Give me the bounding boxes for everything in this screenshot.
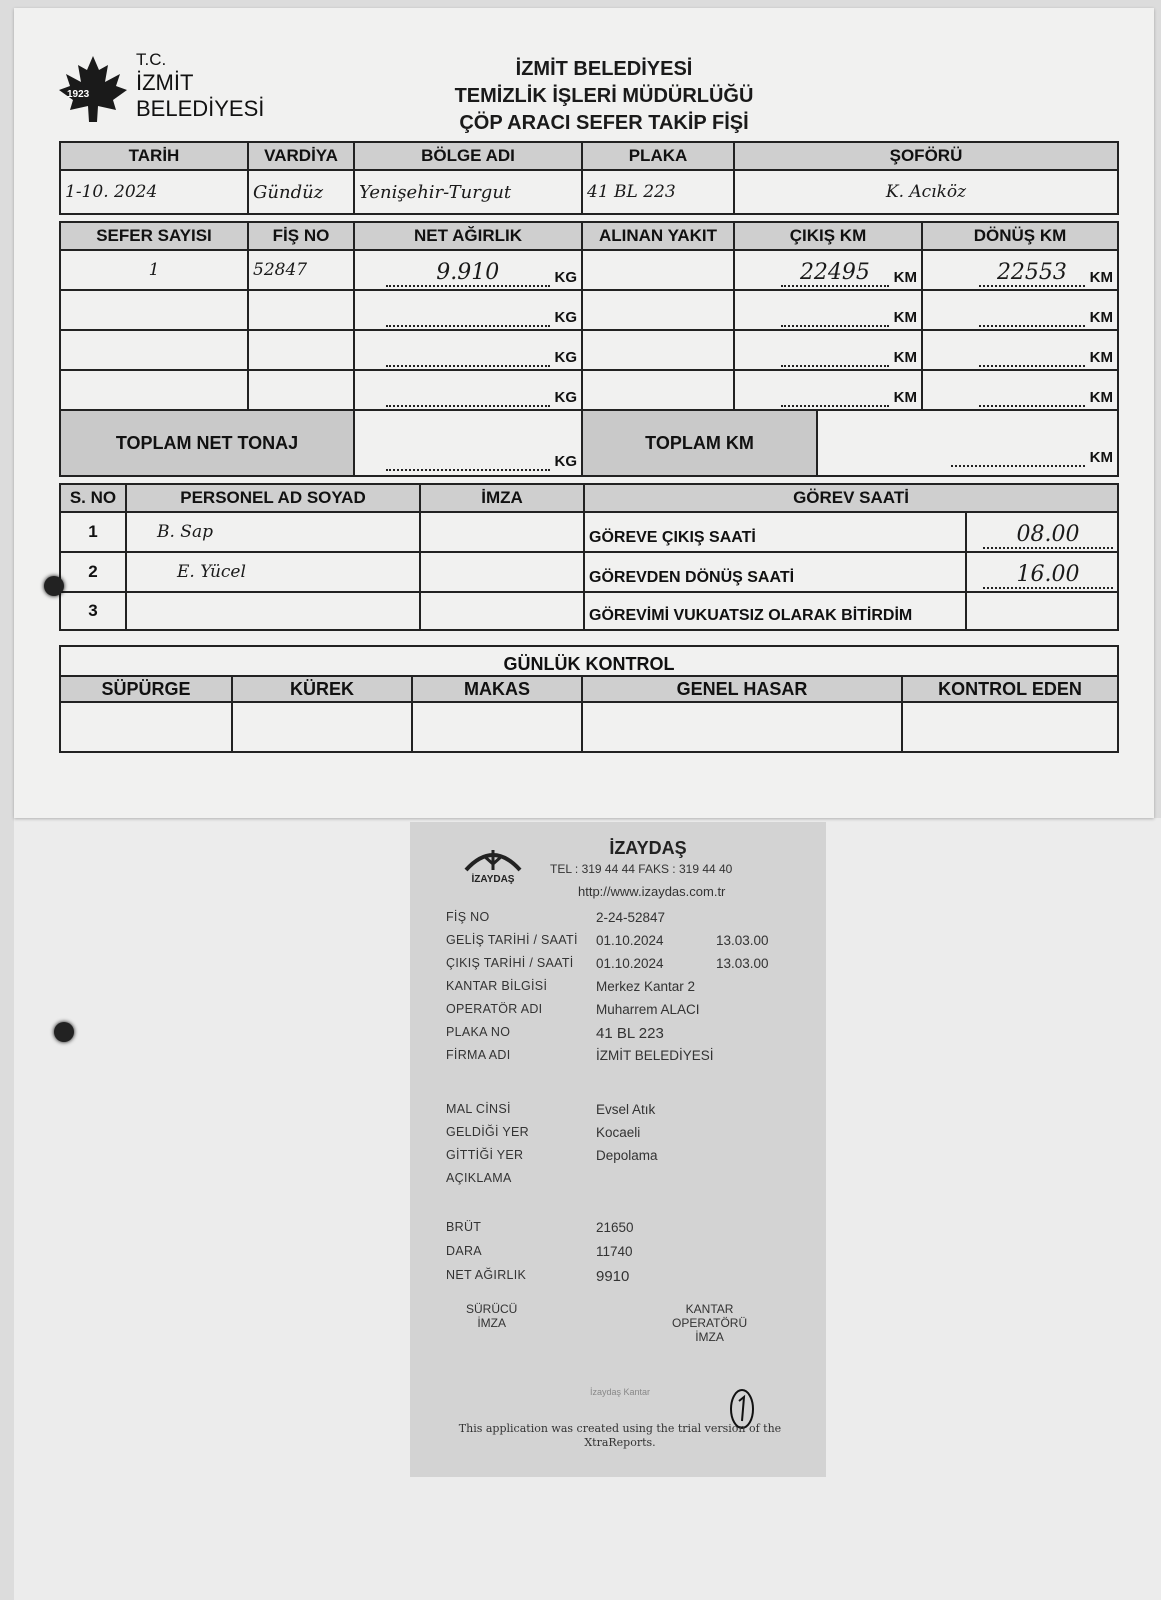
logo-text: İZAYDAŞ: [471, 874, 515, 884]
trip-row: [60, 250, 1118, 290]
plaka-value: 41 BL 223: [582, 170, 734, 214]
sefer-value: 1: [60, 250, 248, 290]
duty-label: GÖREVE ÇIKIŞ SAATİ: [584, 512, 966, 552]
toplam-km-label: TOPLAM KM: [582, 410, 817, 476]
cikis-value: 22495: [781, 260, 889, 287]
vardiya-label: VARDİYA: [248, 142, 354, 170]
kg-unit: KG: [554, 269, 577, 286]
personnel-no: 2: [60, 552, 126, 592]
tarih-value: 1-10. 2024: [60, 170, 248, 214]
bolge-value: Yenişehir-Turgut: [354, 170, 582, 214]
logo-line-2: İZMİT: [136, 70, 194, 95]
donus-value: 22553: [979, 260, 1085, 287]
sefer-label: SEFER SAYISI: [60, 222, 248, 250]
km-unit: KM: [1089, 309, 1113, 326]
cikis-label: ÇIKIŞ KM: [734, 222, 922, 250]
yakit-label: ALINAN YAKIT: [582, 222, 734, 250]
receipt-field: PLAKA NO 41 BL 223: [446, 1025, 664, 1042]
fis-value: 52847: [248, 250, 354, 290]
punch-hole: [54, 1022, 74, 1042]
title-line-1: İZMİT BELEDİYESİ: [515, 58, 693, 80]
totals-table: [59, 409, 1119, 477]
duty-label: GÖREVDEN DÖNÜŞ SAATİ: [584, 552, 966, 592]
net-label: NET AĞIRLIK: [354, 222, 582, 250]
toplam-tonaj-label: TOPLAM NET TONAJ: [60, 410, 354, 476]
donus-label: DÖNÜŞ KM: [922, 222, 1118, 250]
daily-control-table: [59, 645, 1119, 753]
receipt-field: GELDİĞİ YER Kocaeli: [446, 1125, 641, 1140]
gorev-label: GÖREV SAATİ: [584, 484, 1118, 512]
trip-row: [60, 330, 1118, 370]
trips-table: [59, 221, 1119, 411]
personnel-no: 1: [60, 512, 126, 552]
kurek-label: KÜREK: [232, 676, 412, 702]
personnel-name: E. Yücel: [126, 552, 420, 592]
km-unit: KM: [893, 309, 917, 326]
vardiya-value: Gündüz: [248, 170, 354, 214]
driver-sign: SÜRÜCÜ İMZA: [466, 1302, 518, 1330]
receipt-field: GİTTİĞİ YER Depolama: [446, 1148, 658, 1163]
receipt-web: http://www.izaydas.com.tr: [578, 884, 726, 899]
header-table: [59, 141, 1119, 215]
title-line-2: TEMİZLİK İŞLERİ MÜDÜRLÜĞÜ: [454, 85, 754, 107]
trip-row: [60, 370, 1118, 410]
personnel-row: [60, 552, 1118, 592]
receipt-field: KANTAR BİLGİSİ Merkez Kantar 2: [446, 979, 696, 994]
tonaj-kg-unit: KG: [554, 453, 577, 470]
izaydas-receipt: [410, 822, 826, 1477]
supurge-label: SÜPÜRGE: [60, 676, 232, 702]
izmit-logo: [58, 46, 278, 136]
bolge-label: BÖLGE ADI: [354, 142, 582, 170]
name-label: PERSONEL AD SOYAD: [126, 484, 420, 512]
receipt-brand: İZAYDAŞ: [609, 838, 687, 858]
receipt-field: MAL CİNSİ Evsel Atık: [446, 1102, 656, 1117]
plaka-label: PLAKA: [582, 142, 734, 170]
operator-sign: KANTAR OPERATÖRÜ İMZA: [672, 1302, 748, 1344]
form-titles: [374, 56, 834, 137]
hasar-label: GENEL HASAR: [582, 676, 902, 702]
personnel-row: [60, 592, 1118, 630]
sno-label: S. NO: [60, 484, 126, 512]
punch-hole: [44, 576, 64, 596]
trip-row: [60, 290, 1118, 330]
makas-label: MAKAS: [412, 676, 582, 702]
receipt-tel: TEL : 319 44 44 FAKS : 319 44 40: [550, 862, 733, 876]
receipt-field: AÇIKLAMA: [446, 1171, 512, 1185]
duty-label: GÖREVİMİ VUKUATSIZ OLARAK BİTİRDİM: [584, 592, 966, 630]
receipt-field: FİRMA ADI İZMİT BELEDİYESİ: [446, 1048, 714, 1063]
receipt-field: OPERATÖR ADI Muharrem ALACI: [446, 1002, 700, 1017]
receipt-field: NET AĞIRLIK 9910: [446, 1268, 630, 1285]
receipt-field: FİŞ NO 2-24-52847: [446, 910, 666, 925]
receipt-field: BRÜT 21650: [446, 1220, 634, 1235]
kg-unit: KG: [554, 309, 577, 326]
km-unit: KM: [893, 389, 917, 406]
fis-label: FİŞ NO: [248, 222, 354, 250]
km-unit: KM: [1089, 269, 1113, 286]
personnel-name: [126, 592, 420, 630]
personnel-table: [59, 483, 1119, 631]
km-unit: KM: [1089, 349, 1113, 366]
receipt-field: DARA 11740: [446, 1244, 633, 1259]
sofor-value: K. Acıköz: [734, 170, 1118, 214]
kontrol-label: KONTROL EDEN: [902, 676, 1118, 702]
kg-unit: KG: [554, 349, 577, 366]
km-unit: KM: [893, 349, 917, 366]
form-sheet: [14, 8, 1154, 818]
imza-label: İMZA: [420, 484, 584, 512]
personnel-no: 3: [60, 592, 126, 630]
duty-time: 08.00: [983, 522, 1113, 549]
toplam-km-unit: KM: [1089, 449, 1113, 466]
logo-line-3: BELEDİYESİ: [136, 96, 265, 121]
km-unit: KM: [893, 269, 917, 286]
personnel-name: B. Sap: [126, 512, 420, 552]
title-line-3: ÇÖP ARACI SEFER TAKİP FİŞİ: [459, 112, 749, 134]
kg-unit: KG: [554, 389, 577, 406]
logo-year: 1923: [67, 89, 90, 100]
receipt-small-print: İzaydaş Kantar: [590, 1387, 651, 1397]
daily-control-title: GÜNLÜK KONTROL: [60, 646, 1118, 676]
net-value: 9.910: [386, 260, 550, 287]
tarih-label: TARİH: [60, 142, 248, 170]
km-unit: KM: [1089, 389, 1113, 406]
receipt-field: ÇIKIŞ TARİHİ / SAATİ 01.10.2024 13.03.00: [446, 956, 769, 971]
sofor-label: ŞOFÖRÜ: [734, 142, 1118, 170]
personnel-row: [60, 512, 1118, 552]
receipt-footer: This application was created using the trial version of the XtraReports.: [458, 1422, 782, 1449]
logo-line-1: T.C.: [136, 50, 167, 69]
duty-time: 16.00: [983, 562, 1113, 589]
receipt-field: GELİŞ TARİHİ / SAATİ 01.10.2024 13.03.00: [446, 933, 769, 948]
